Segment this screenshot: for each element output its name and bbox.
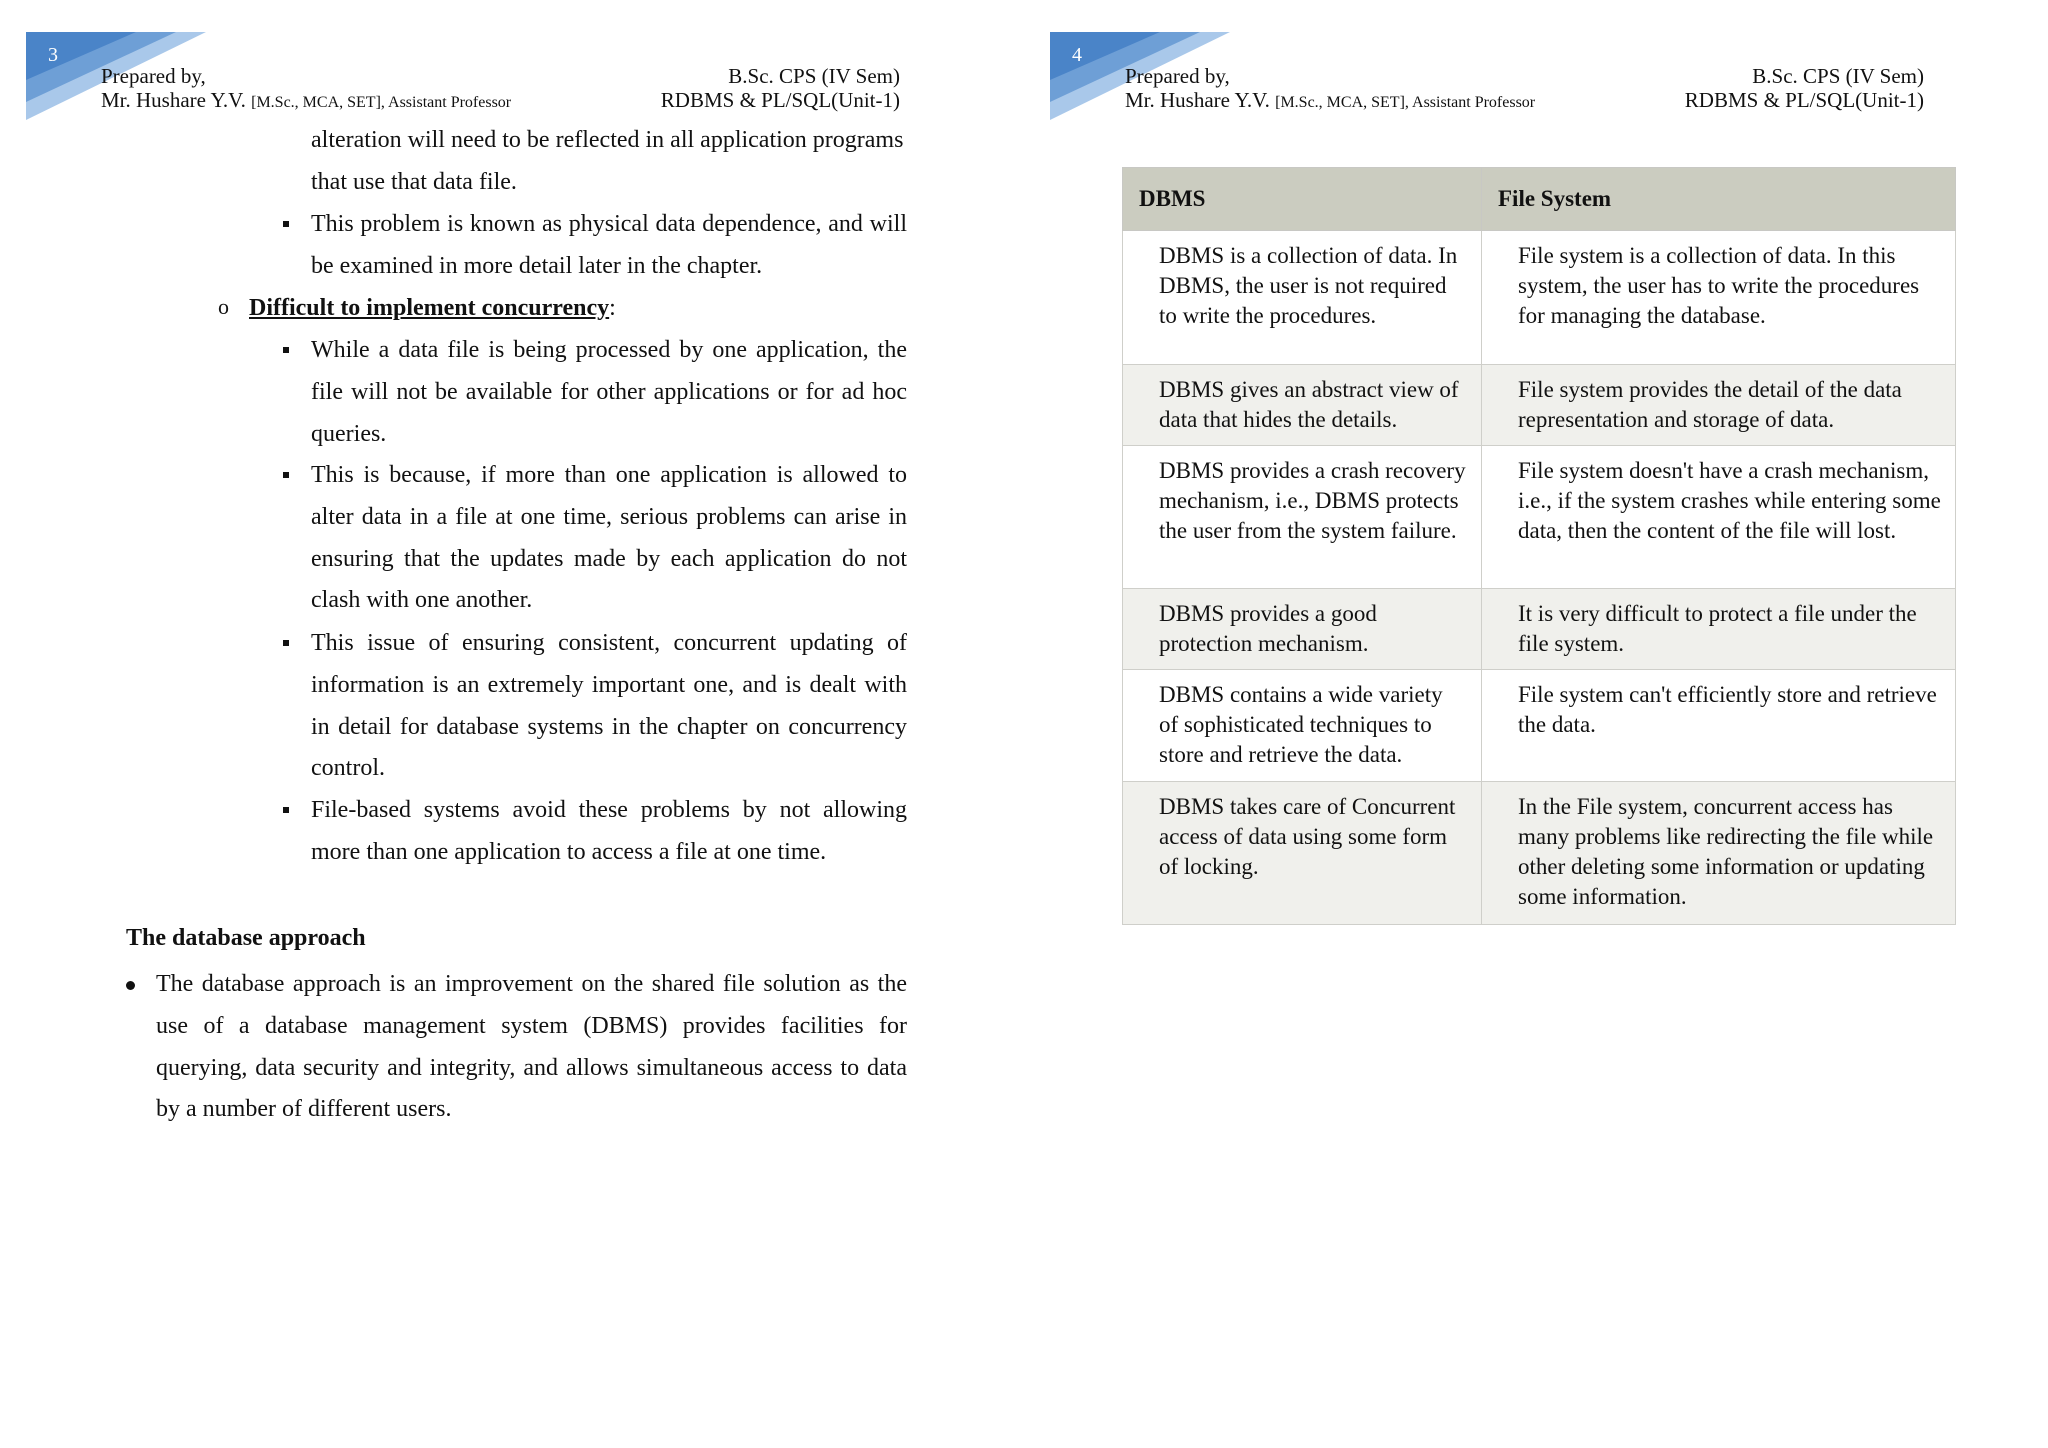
cell-file-system: File system can't efficiently store and retrieve the data. <box>1482 670 1956 782</box>
db-approach-heading: The database approach <box>126 925 366 951</box>
cell-dbms: DBMS gives an abstract view of data that hides the details. <box>1123 365 1482 446</box>
table-row <box>1123 670 1956 782</box>
author-name: Mr. Hushare Y.V. <box>101 88 246 112</box>
table-header-row <box>1123 168 1956 231</box>
bullet-filebased: File-based systems avoid these problems by not allowing more than one application to access a file at one time. <box>311 797 907 865</box>
subject-name: RDBMS & PL/SQL(Unit-1) <box>660 88 900 112</box>
square-bullet-icon <box>283 472 289 478</box>
author-line <box>1125 88 1535 115</box>
cell-dbms: DBMS provides a crash recovery mechanism, i.e., DBMS protects the user from the system failure. <box>1123 446 1482 589</box>
bullet-dependence: This problem is known as physical data dependence, and will be examined in more detail later in the chapter. <box>311 211 907 279</box>
table-row <box>1123 782 1956 925</box>
circle-bullet-icon: o <box>218 294 229 319</box>
bullet-processed: While a data file is being processed by one application, the file will not be available for other applications or for ad hoc queries. <box>311 337 907 447</box>
dot-bullet-icon <box>126 981 135 990</box>
bullet-issue: This issue of ensuring consistent, concurrent updating of information is an extremely important one, and is dealt with in detail for database systems in the chapter on concurrency control. <box>311 630 907 782</box>
author-credentials: [M.Sc., MCA, SET], Assistant Professor <box>251 94 512 111</box>
cell-file-system: In the File system, concurrent access has many problems like redirecting the file while other deleting some information or updating some information. <box>1482 782 1956 925</box>
course-name: B.Sc. CPS (IV Sem) <box>728 64 900 88</box>
db-approach-paragraph: The database approach is an improvement on the shared file solution as the use of a database management system (DBMS) provides facilities for querying, data security and integrity, and allows simultaneous access to data by a number of different users. <box>156 971 907 1123</box>
header-file-system: File System <box>1482 168 1956 231</box>
header-course-block <box>661 64 900 112</box>
table-row <box>1123 446 1956 589</box>
page-number: 3 <box>48 44 58 66</box>
header-dbms: DBMS <box>1123 168 1482 231</box>
cell-dbms: DBMS is a collection of data. In DBMS, the user is not required to write the procedures. <box>1123 231 1482 365</box>
header-course-block <box>1685 64 1924 112</box>
prepared-by: Prepared by, <box>1125 64 1230 88</box>
continued-line-2: that use that data file. <box>311 169 517 195</box>
table-row <box>1123 231 1956 365</box>
prepared-by: Prepared by, <box>101 64 206 88</box>
bullet-because: This is because, if more than one application is allowed to alter data in a file at one time, serious problems can arise in ensuring that the updates made by each application do not clash with one another. <box>311 462 907 614</box>
header-author-block <box>1125 64 1535 115</box>
cell-file-system: It is very difficult to protect a file under the file system. <box>1482 589 1956 670</box>
table-row <box>1123 589 1956 670</box>
square-bullet-icon <box>283 221 289 227</box>
subject-name: RDBMS & PL/SQL(Unit-1) <box>1684 88 1924 112</box>
cell-dbms: DBMS takes care of Concurrent access of data using some form of locking. <box>1123 782 1482 925</box>
cell-file-system: File system provides the detail of the data representation and storage of data. <box>1482 365 1956 446</box>
author-line <box>101 88 511 115</box>
cell-dbms: DBMS contains a wide variety of sophisticated techniques to store and retrieve the data. <box>1123 670 1482 782</box>
cell-dbms: DBMS provides a good protection mechanism. <box>1123 589 1482 670</box>
author-credentials: [M.Sc., MCA, SET], Assistant Professor <box>1275 94 1536 111</box>
page-number: 4 <box>1072 44 1082 66</box>
author-name: Mr. Hushare Y.V. <box>1125 88 1270 112</box>
square-bullet-icon <box>283 640 289 646</box>
square-bullet-icon <box>283 347 289 353</box>
concurrency-heading-line <box>249 288 616 330</box>
cell-file-system: File system doesn't have a crash mechanism, i.e., if the system crashes while entering some data, then the content of the file will lost. <box>1482 446 1956 589</box>
concurrency-colon: : <box>609 295 616 321</box>
header-author-block <box>101 64 511 115</box>
square-bullet-icon <box>283 807 289 813</box>
dbms-vs-filesystem-table <box>1122 167 1956 925</box>
course-name: B.Sc. CPS (IV Sem) <box>1752 64 1924 88</box>
continued-line-1: alteration will need to be reflected in all application programs <box>311 127 904 153</box>
cell-file-system: File system is a collection of data. In this system, the user has to write the procedures for managing the database. <box>1482 231 1956 365</box>
table-row <box>1123 365 1956 446</box>
concurrency-heading: Difficult to implement concurrency <box>249 295 610 321</box>
